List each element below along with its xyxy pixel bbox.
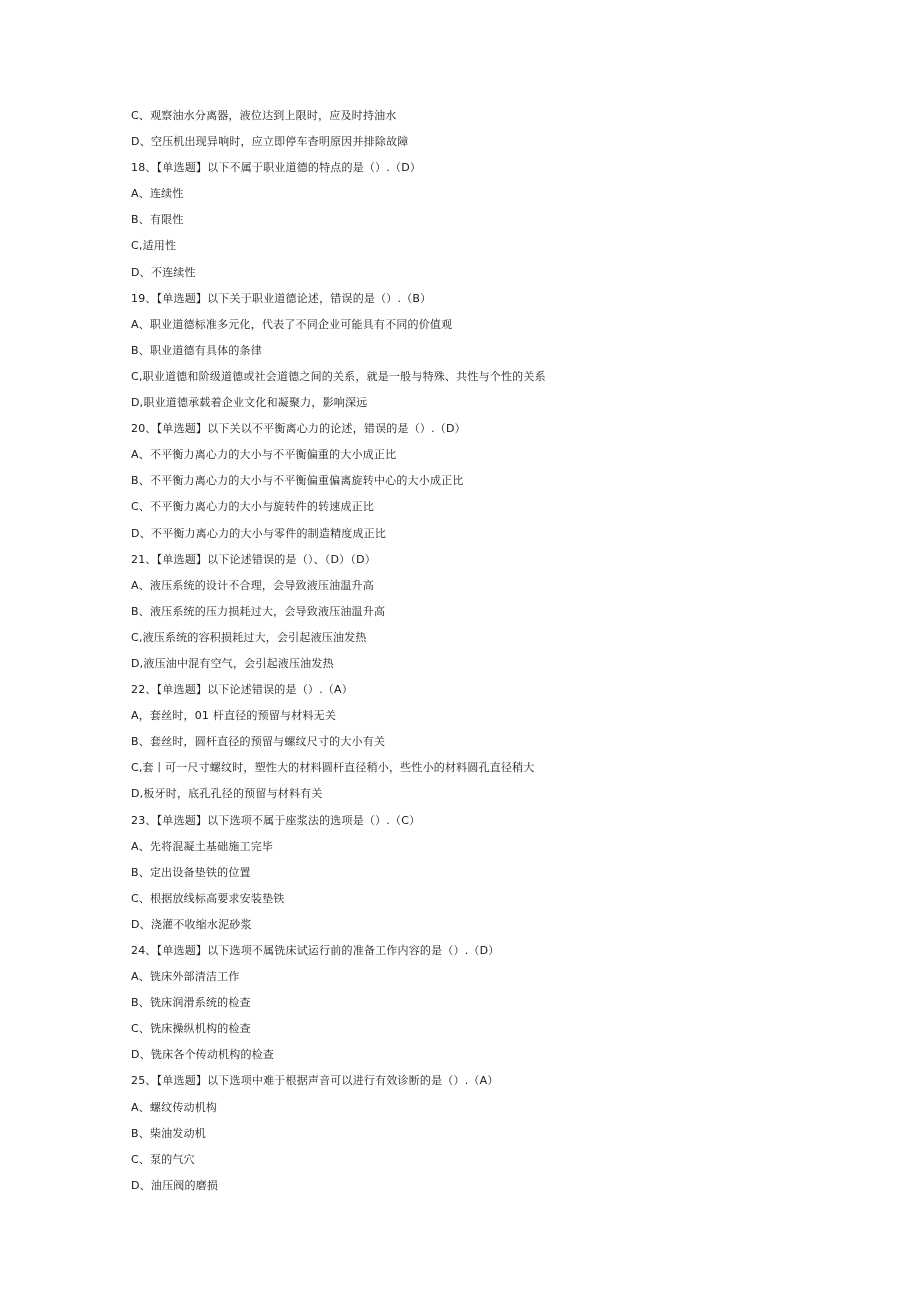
option-line: C、观察油水分离器，液位达到上限时，应及时持油水 (131, 109, 397, 122)
option-line: A、螺纹传动机构 (131, 1100, 218, 1114)
option-line: A、连续性 (131, 187, 184, 201)
option-line: D、不平衡力离心力的大小与零件的制造精度成正比 (131, 526, 387, 540)
option-line: B、不平衡力离心力的大小与不平衡偏重偏离旋转中心的大小成正比 (131, 474, 464, 488)
question-line: 18、【单选题】以下不属于职业道德的特点的是（）.（D） (131, 161, 422, 175)
option-line: A、不平衡力离心力的大小与不平衡偏重的大小成正比 (131, 448, 397, 462)
option-line: C、根据放线标高要求安装垫铁 (131, 891, 285, 905)
option-line: B、铣床润滑系统的检查 (131, 996, 251, 1010)
option-line: C,职业道德和阶级道德或社会道德之间的关系，就是一般与特殊、共性与个性的关系 (131, 369, 546, 383)
option-line: B、套丝时，圆杆直径的预留与螺纹尺寸的大小有关 (131, 735, 386, 749)
option-line: C,液压系统的容积损耗过大，会引起液压油发热 (131, 630, 367, 644)
question-line: 23、【单选题】以下选项不属于座浆法的选项是（）.（C） (131, 813, 421, 827)
option-line: B、液压系统的压力损耗过大，会导致液压油温升高 (131, 604, 386, 618)
question-line: 22、【单选题】以下论述错误的是（）.（A） (131, 683, 353, 697)
option-line: D、铣床各个传动机构的检查 (131, 1048, 275, 1062)
option-line: A、先将混凝土基础施工完毕 (131, 839, 274, 853)
option-line: B、定出设备垫铁的位置 (131, 865, 251, 879)
option-line: D,液压油中混有空气，会引起液压油发热 (131, 656, 334, 670)
option-line: A、职业道德标准多元化，代表了不同企业可能具有不同的价值观 (131, 317, 453, 331)
option-line: A、液压系统的设计不合理，会导致液压油温升高 (131, 578, 374, 592)
document-page (131, 106, 851, 1202)
option-line: C,适用性 (131, 239, 177, 253)
option-line: C、铣床操纵机构的检查 (131, 1022, 251, 1036)
option-line: D、不连续性 (131, 265, 196, 279)
question-line: 25、【单选题】以下选项中难于根据声音可以进行有效诊断的是（）.（A） (131, 1074, 499, 1088)
option-line: C、泵的气穴 (131, 1152, 195, 1166)
option-line: A、铣床外部清洁工作 (131, 970, 240, 984)
option-line: D、油压阀的磨损 (131, 1178, 219, 1192)
question-line: 24、【单选题】以下选项不属铣床试运行前的准备工作内容的是（）.（D） (131, 944, 500, 957)
question-line: 19、【单选题】以下关于职业道德论述，错误的是（）.（B） (131, 291, 432, 305)
option-line: C,套丨可一尺寸螺纹时，塑性大的材料圆杆直径稍小，些性小的材料圆孔直径稍大 (131, 761, 535, 775)
option-line: B、柴油发动机 (131, 1126, 206, 1140)
option-line: D、空压机出现异响时，应立即停车杳明原因并排除故障 (131, 135, 409, 149)
option-line: B、有限性 (131, 213, 184, 227)
option-line: C、不平衡力离心力的大小与旋转件的转速成正比 (131, 500, 375, 514)
question-line: 21、【单选题】以下论述错误的是（）、（D）（D） (131, 552, 376, 566)
option-line: A，套丝时，01 杆直径的预留与材料无关 (131, 709, 337, 723)
option-line: B、职业道德有具体的条律 (131, 343, 262, 357)
option-line: D,职业道德承载着企业文化和凝聚力，影响深远 (131, 396, 368, 410)
option-line: D,板牙时，底孔孔径的预留与材料有关 (131, 787, 323, 801)
option-line: D、浇灌不收缩水泥砂浆 (131, 917, 252, 931)
question-line: 20、【单选题】以下关以不平衡离心力的论述，错误的是（）.（D） (131, 422, 466, 436)
